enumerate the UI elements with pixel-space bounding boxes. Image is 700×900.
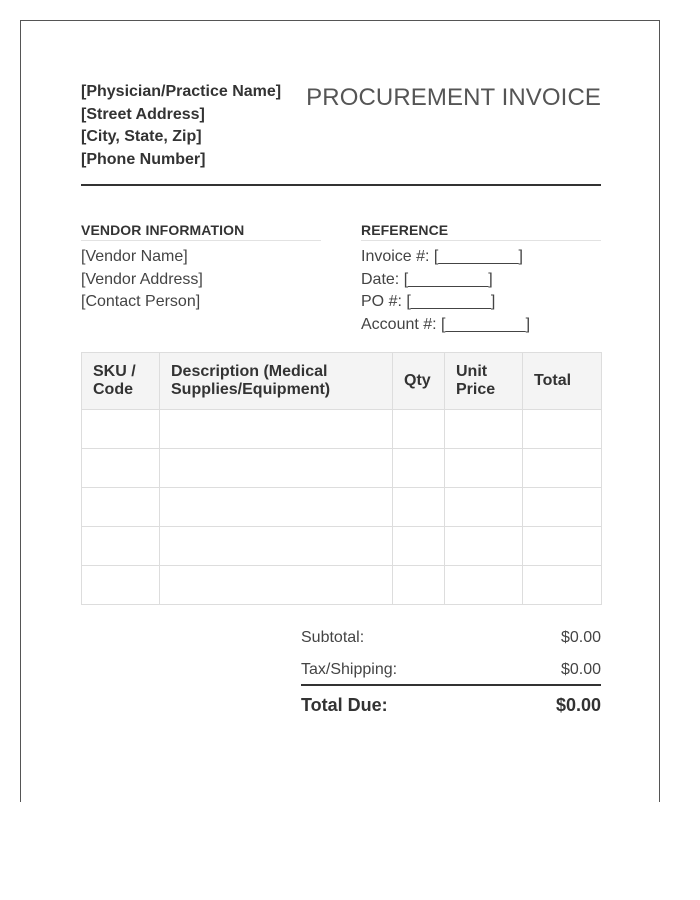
vendor-contact: [Contact Person]: [81, 293, 201, 310]
sender-practice-name: [Physician/Practice Name]: [81, 83, 282, 100]
invoice-page: [20, 20, 660, 802]
sender-street-address: [Street Address]: [81, 105, 205, 123]
invoice-header: [81, 81, 601, 186]
table-cell: [393, 449, 445, 488]
reference-information: [361, 222, 601, 336]
reference-date: Date: [_________]: [361, 270, 493, 288]
totals-section: [301, 629, 601, 720]
table-cell: [523, 566, 602, 605]
table-cell: [160, 488, 393, 527]
table-cell: [82, 449, 160, 488]
table-header-row: [82, 353, 602, 410]
column-header-total: Total: [523, 353, 602, 410]
table-cell: [445, 449, 523, 488]
table-cell: [82, 410, 160, 449]
table-cell: [160, 449, 393, 488]
table-cell: [393, 488, 445, 527]
document-title: PROCUREMENT INVOICE: [306, 84, 601, 111]
subtotal-row: [301, 629, 601, 661]
tax-shipping-label: Tax/Shipping:: [301, 661, 398, 678]
table-row: [82, 410, 602, 449]
table-cell: [160, 410, 393, 449]
table-cell: [523, 488, 602, 527]
table-row: [82, 527, 602, 566]
reference-heading: REFERENCE: [361, 222, 601, 241]
tax-shipping-value: $0.00: [560, 661, 601, 678]
table-cell: [393, 527, 445, 566]
vendor-information: [81, 222, 321, 314]
vendor-name: [Vendor Name]: [81, 248, 188, 265]
sender-block: [81, 81, 281, 171]
info-section: [81, 186, 601, 356]
column-header-sku: SKU / Code: [82, 353, 160, 410]
table-cell: [160, 566, 393, 605]
table-cell: [445, 488, 523, 527]
subtotal-label: Subtotal:: [301, 629, 365, 646]
table-cell: [523, 410, 602, 449]
sender-phone-number: [Phone Number]: [81, 150, 206, 168]
column-header-description: Description (Medical Supplies/Equipment): [160, 353, 393, 410]
table-cell: [445, 527, 523, 566]
total-due-value: $0.00: [555, 695, 601, 715]
reference-po-number: PO #: [_________]: [361, 293, 496, 310]
table-cell: [523, 527, 602, 566]
table-cell: [445, 410, 523, 449]
sender-city-state-zip: [City, State, Zip]: [81, 128, 202, 145]
table-row: [82, 449, 602, 488]
table-cell: [445, 566, 523, 605]
table-cell: [160, 527, 393, 566]
reference-invoice-number: Invoice #: [_________]: [361, 248, 523, 265]
invoice-content: [81, 81, 601, 715]
table-cell: [523, 449, 602, 488]
subtotal-value: $0.00: [560, 629, 601, 646]
table-cell: [82, 566, 160, 605]
column-header-unit-price: Unit Price: [445, 353, 523, 410]
table-cell: [393, 566, 445, 605]
table-cell: [82, 488, 160, 527]
table-cell: [393, 410, 445, 449]
table-cell: [82, 527, 160, 566]
vendor-heading: VENDOR INFORMATION: [81, 222, 321, 241]
vendor-address: [Vendor Address]: [81, 270, 203, 288]
line-items-table: [81, 352, 602, 605]
total-due-label: Total Due:: [301, 695, 388, 715]
reference-account-number: Account #: [_________]: [361, 315, 531, 333]
total-due-row: [301, 686, 601, 720]
table-row: [82, 488, 602, 527]
table-row: [82, 566, 602, 605]
column-header-qty: Qty: [393, 353, 445, 410]
